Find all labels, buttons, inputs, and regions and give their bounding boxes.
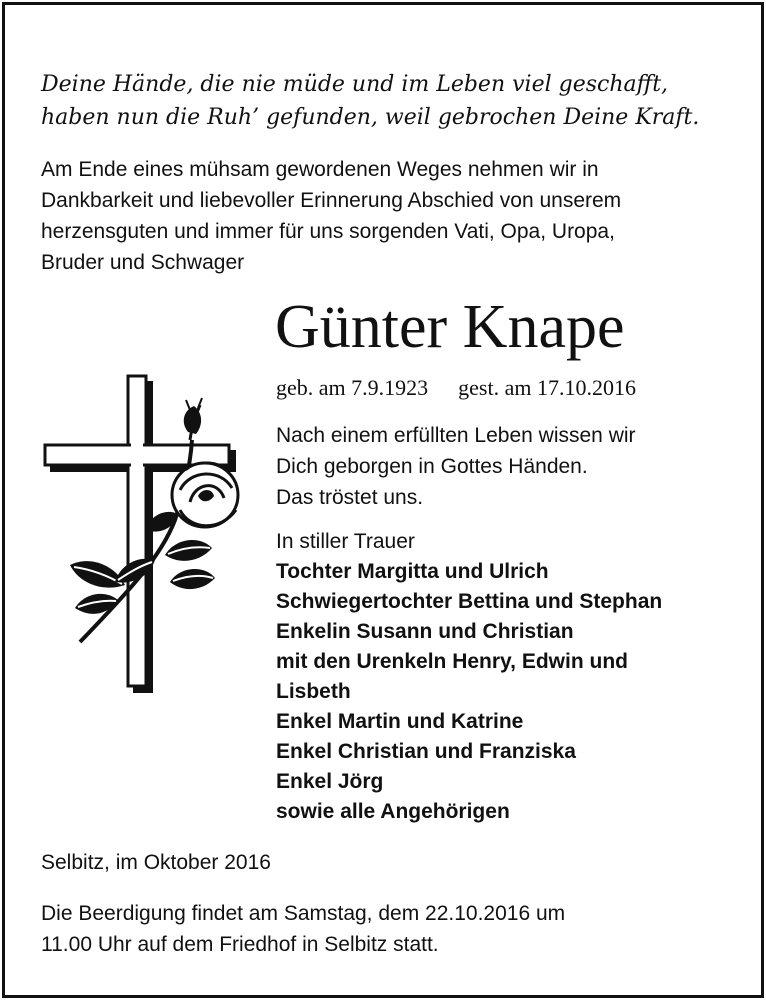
verse-line: haben nun die Ruh’ gefunden, weil gebrochen Deine Kraft. (41, 105, 700, 130)
family-line: Tochter Margitta und Ulrich (276, 560, 549, 583)
intro-line: Bruder und Schwager (41, 251, 245, 274)
comfort-line: Das tröstet uns. (276, 486, 424, 509)
family-line: Schwiegertochter Bettina und Stephan (276, 590, 663, 613)
intro-line: Am Ende eines mühsam gewordenen Weges nehmen wir in (41, 158, 599, 181)
comfort-line: Dich geborgen in Gottes Händen. (276, 455, 588, 478)
family-line: mit den Urenkeln Henry, Edwin und (276, 650, 628, 673)
memorial-verse (41, 68, 741, 134)
family-line: Enkel Jörg (276, 770, 384, 793)
intro-text (41, 154, 751, 278)
death-date: gest. am 17.10.2016 (458, 375, 636, 400)
comfort-line: Nach einem erfüllten Leben wissen wir (276, 424, 636, 447)
comfort-text (276, 420, 636, 513)
mourning-label: In stiller Trauer (276, 530, 415, 553)
funeral-line: 11.00 Uhr auf dem Friedhof in Selbitz statt. (41, 933, 439, 956)
intro-line: herzensguten und immer für uns sorgenden Vati, Opa, Uropa, (41, 220, 615, 243)
deceased-name: Günter Knape (275, 293, 625, 361)
place-date: Selbitz, im Oktober 2016 (41, 851, 271, 874)
family-line: Enkel Christian und Franziska (276, 740, 576, 763)
family-line: Enkelin Susann und Christian (276, 620, 574, 643)
birth-date: geb. am 7.9.1923 (276, 375, 429, 400)
cross-with-rose-icon (40, 370, 240, 700)
family-list (276, 557, 662, 827)
funeral-line: Die Beerdigung findet am Samstag, dem 22.10.2016 um (41, 902, 566, 925)
family-line: Lisbeth (276, 680, 351, 703)
funeral-info (41, 898, 565, 960)
verse-line: Deine Hände, die nie müde und im Leben viel geschafft, (41, 72, 669, 97)
family-line: sowie alle Angehörigen (276, 800, 510, 823)
intro-line: Dankbarkeit und liebevoller Erinnerung Abschied von unserem (41, 189, 622, 212)
life-dates (276, 373, 636, 403)
family-line: Enkel Martin und Katrine (276, 710, 524, 733)
